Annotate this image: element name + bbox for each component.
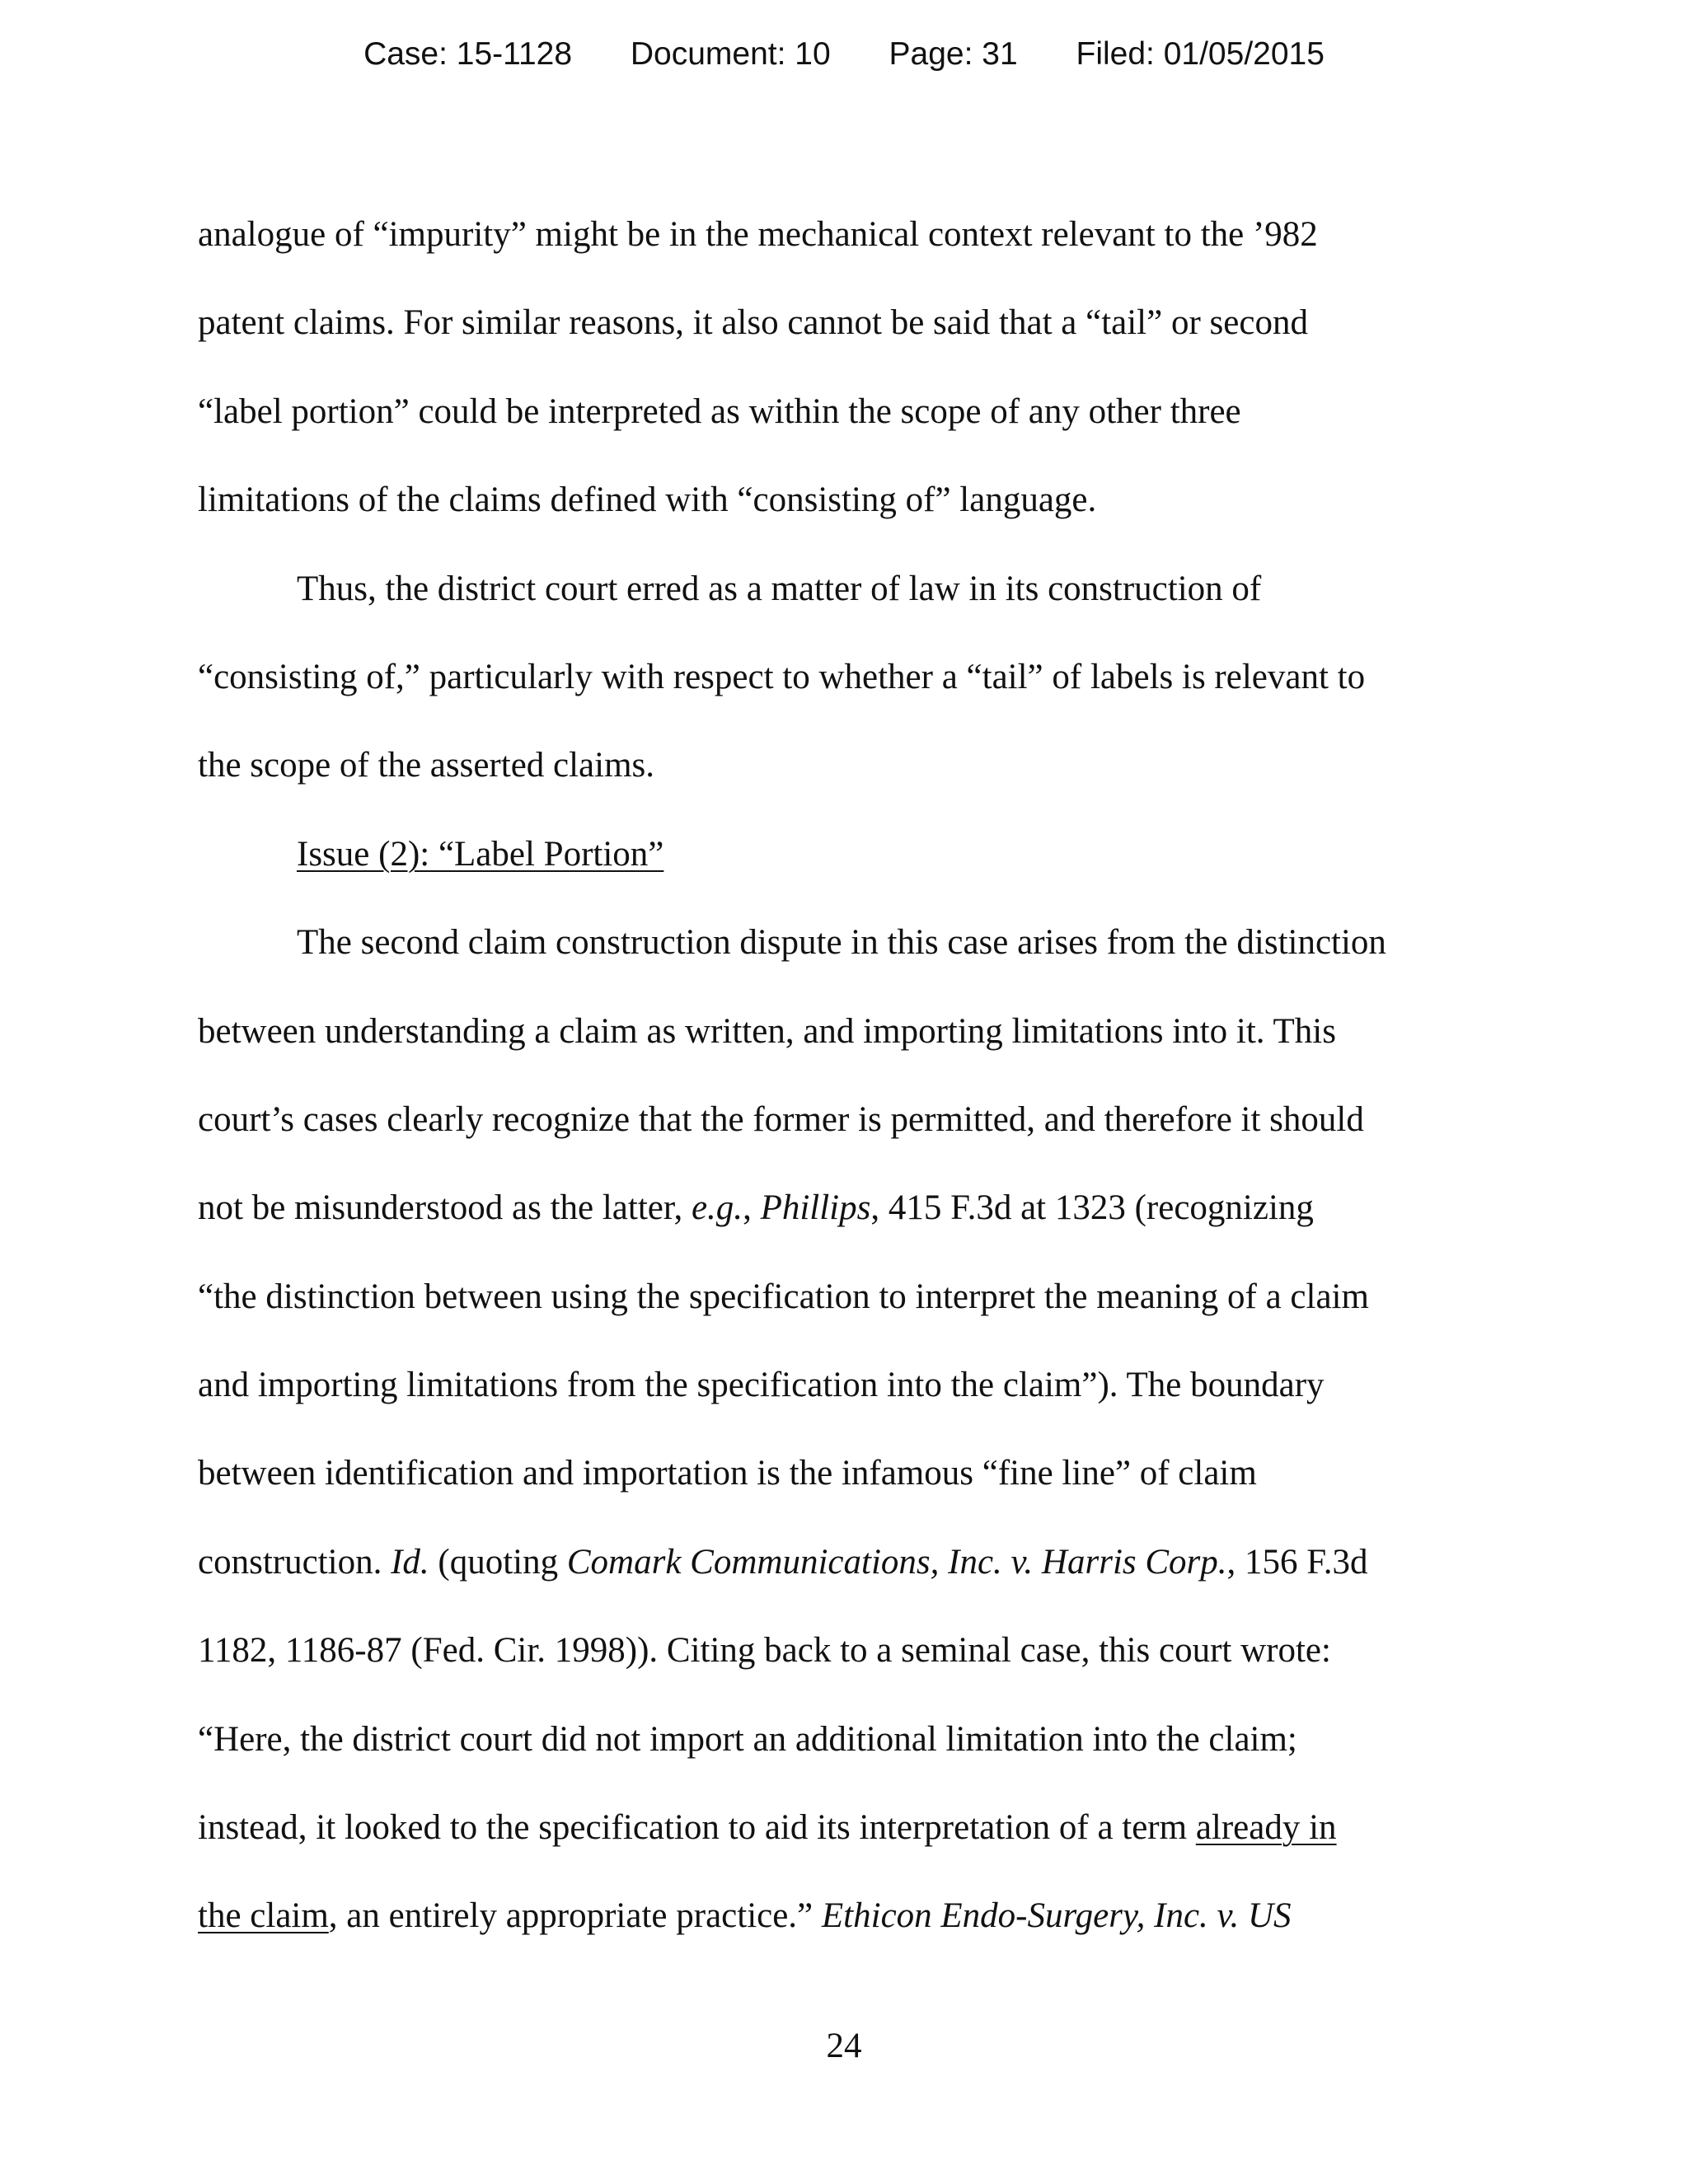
text-span: , 156 F.3d — [1226, 1542, 1368, 1582]
text-line: “consisting of,” particularly with respect to whether a “tail” of labels is relevant to — [198, 657, 1366, 696]
paragraph-2 — [198, 545, 1517, 810]
text-line — [198, 1164, 1517, 1252]
text-span: , 415 F.3d at 1323 (recognizing — [870, 1188, 1314, 1228]
text-line: Thus, the district court erred as a matter of law in its construction of — [297, 569, 1262, 608]
page-number: 24 — [826, 2027, 862, 2065]
text-span: (quoting — [429, 1542, 567, 1582]
text-line: and importing limitations from the specification into the claim”). The boundary — [198, 1366, 1325, 1405]
citation-signal: Id. — [391, 1542, 429, 1582]
text-line: the scope of the asserted claims. — [198, 746, 655, 785]
text-line: between identification and importation is the infamous “fine line” of claim — [198, 1454, 1257, 1493]
text-line: between understanding a claim as written, and importing limitations into it. This — [198, 1011, 1336, 1051]
underlined-emphasis: the claim — [198, 1896, 329, 1936]
underlined-emphasis: already in — [1195, 1808, 1337, 1848]
document-header — [0, 36, 1688, 73]
case-name: Comark Communications, Inc. v. Harris Corp. — [566, 1542, 1227, 1582]
text-line — [198, 1518, 1517, 1606]
case-number: Case: 15-1128 — [363, 36, 573, 72]
issue-heading: Issue (2): “Label Portion” — [297, 834, 664, 874]
document-number: Document: 10 — [630, 36, 831, 72]
page-label: Page: 31 — [889, 36, 1018, 72]
document-body — [198, 190, 1517, 1961]
text-line: court’s cases clearly recognize that the former is permitted, and therefore it should — [198, 1099, 1364, 1139]
text-line — [198, 1783, 1517, 1872]
text-span: , — [743, 1188, 761, 1228]
paragraph-3 — [198, 898, 1517, 1961]
text-span: , an entirely appropriate practice.” — [328, 1896, 822, 1936]
paragraph-1 — [198, 190, 1517, 545]
case-name: Ethicon Endo-Surgery, Inc. v. US — [821, 1896, 1292, 1936]
text-line: analogue of “impurity” might be in the mechanical context relevant to the ’982 — [198, 215, 1318, 254]
text-line: limitations of the claims defined with “consisting of” language. — [198, 480, 1097, 520]
text-line: “Here, the district court did not import an additional limitation into the claim; — [198, 1719, 1297, 1759]
text-line: “the distinction between using the specification to interpret the meaning of a claim — [198, 1277, 1369, 1316]
citation-signal: e.g. — [691, 1188, 743, 1228]
text-span: instead, it looked to the specification to aid its interpretation of a term — [198, 1808, 1196, 1848]
text-span: construction. — [198, 1542, 392, 1582]
text-line — [198, 1872, 1517, 1960]
text-line: 1182, 1186-87 (Fed. Cir. 1998)). Citing back to a seminal case, this court wrote: — [198, 1631, 1331, 1671]
section-heading — [198, 810, 1517, 898]
text-line: patent claims. For similar reasons, it also cannot be said that a “tail” or second — [198, 303, 1308, 343]
case-name: Phillips — [760, 1188, 871, 1228]
text-line: The second claim construction dispute in this case arises from the distinction — [297, 923, 1386, 963]
text-span: not be misunderstood as the latter, — [198, 1188, 692, 1228]
text-line: “label portion” could be interpreted as within the scope of any other three — [198, 391, 1241, 431]
filed-date: Filed: 01/05/2015 — [1076, 36, 1325, 72]
